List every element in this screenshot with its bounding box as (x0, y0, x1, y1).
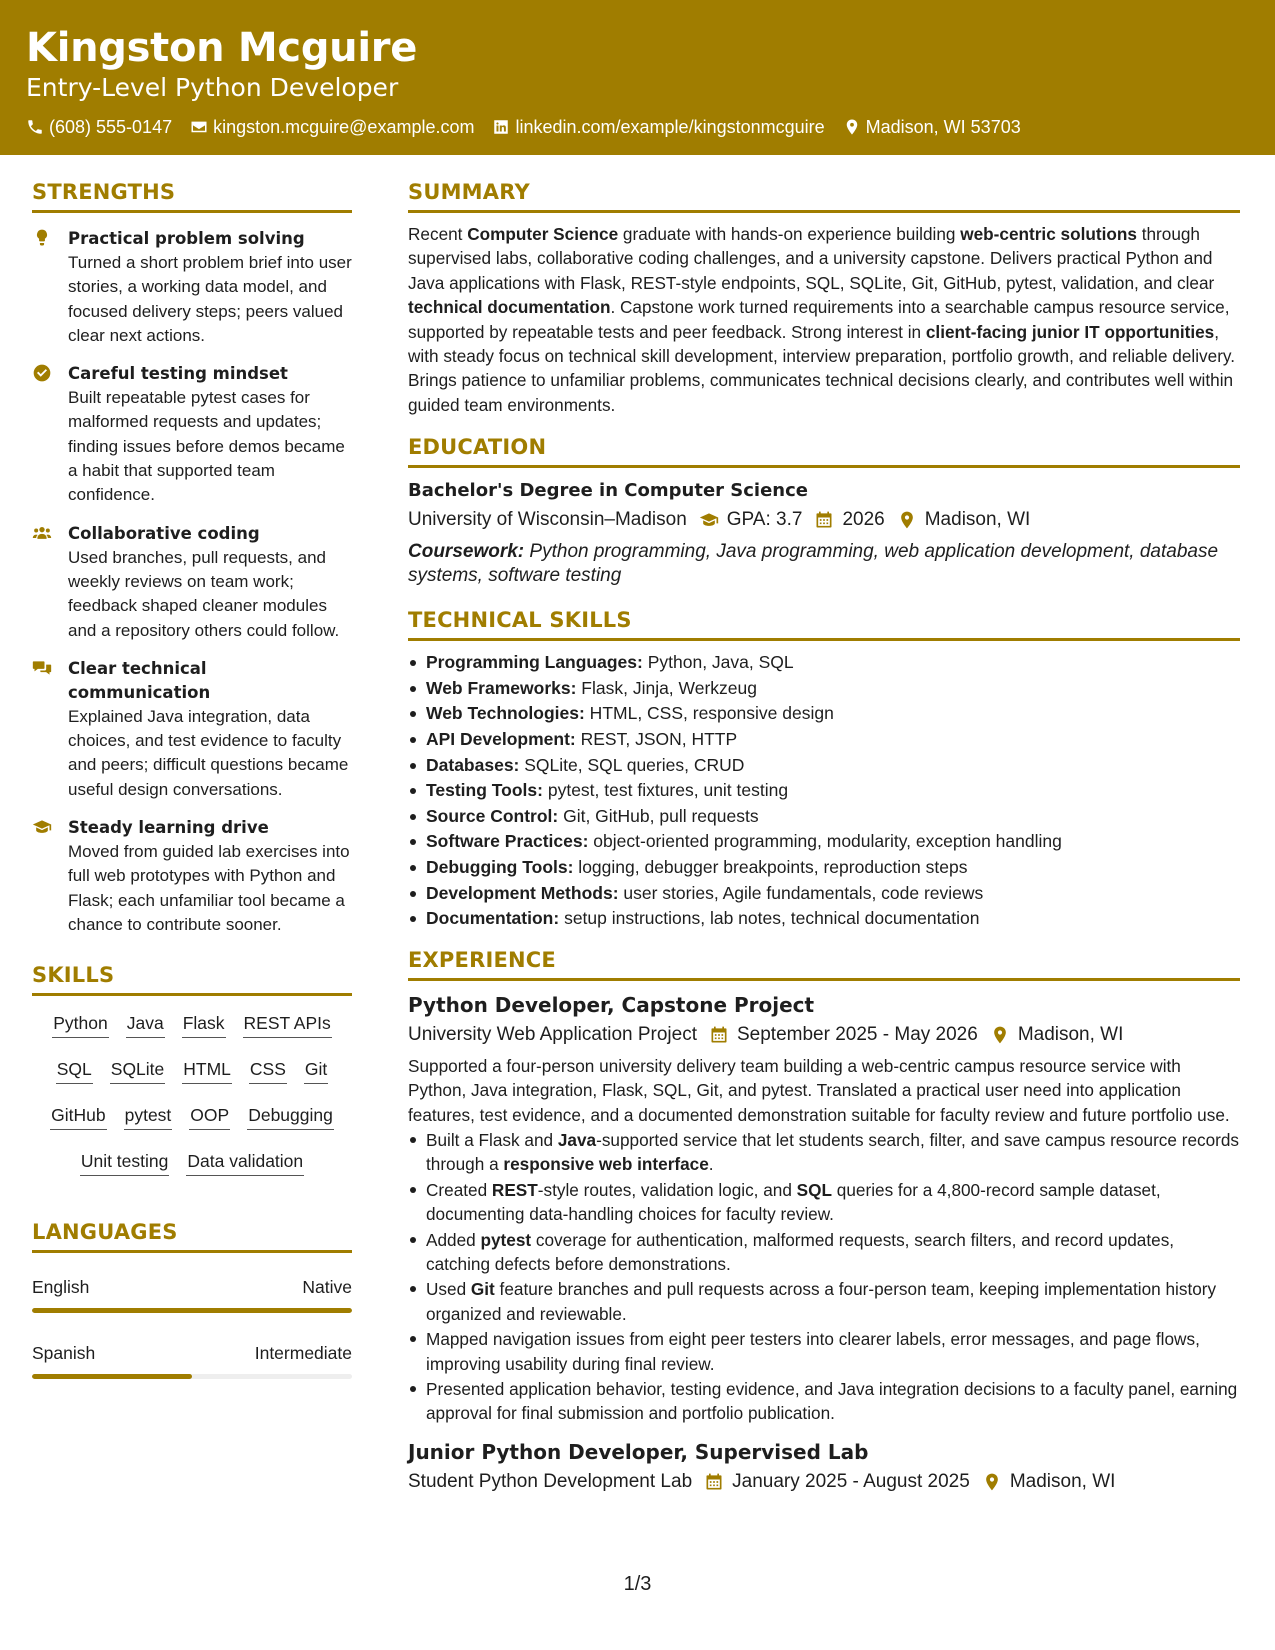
contact-location (843, 116, 1021, 138)
school-location: Madison, WI (924, 509, 1031, 531)
skill-category: Debugging Tools: (426, 857, 574, 877)
skill-category: Software Practices: (426, 831, 589, 852)
job-title: Python Developer, Capstone Project (408, 992, 815, 1017)
users-icon (32, 523, 52, 543)
school-name: University of Wisconsin–Madison (408, 509, 687, 531)
language-level-bar (32, 1308, 352, 1313)
strength-item (32, 816, 352, 937)
strength-title: Practical problem solving (68, 229, 305, 248)
skill-category: Documentation: (426, 908, 560, 929)
language-name: English (32, 1277, 90, 1298)
language-level-bar (32, 1374, 352, 1379)
strength-item (32, 522, 352, 643)
coursework-list: Python programming, Java programming, web application development, database systems, software testing (408, 541, 1219, 587)
skill-tag: Debugging (247, 1100, 334, 1130)
skill-category: Programming Languages: (426, 652, 643, 673)
job-org: University Web Application Project (408, 1023, 697, 1045)
calendar-icon (704, 1472, 724, 1492)
map-pin-icon (982, 1472, 1002, 1492)
job-location: Madison, WI (1009, 1470, 1116, 1492)
skill-tag: Data validation (186, 1146, 304, 1176)
list-item (408, 753, 1240, 779)
contact-linkedin[interactable] (492, 116, 824, 138)
list-item (408, 727, 1240, 753)
job-org: Student Python Development Lab (408, 1470, 693, 1492)
skill-values: logging, debugger breakpoints, reproduction steps (573, 857, 968, 877)
envelope-icon (190, 118, 208, 136)
skill-values: Flask, Jinja, Werkzeug (576, 677, 757, 698)
job-description: Supported a four-person university delivery team building a web-centric campus resource service with Python, Java integration, Flask, SQL, Git, and pytest. Translated a practical user need into application features, test evidence, and a documented demonstration suitable for faculty review and future portfolio use. (408, 1055, 1230, 1125)
calendar-icon (709, 1025, 729, 1045)
candidate-role: Entry-Level Python Developer (26, 73, 399, 102)
list-item (408, 855, 1240, 881)
list-item: Added pytest coverage for authentication, malformed requests, search filters, and record updates, catching defects before demonstrations. (408, 1228, 1240, 1277)
skill-category: API Development: (426, 729, 576, 750)
linkedin-icon (492, 118, 510, 136)
linkedin-link[interactable]: linkedin.com/example/kingstonmcguire (515, 117, 825, 137)
contact-email[interactable] (190, 116, 474, 138)
chat-bubbles-icon (32, 658, 52, 678)
strength-desc: Used branches, pull requests, and weekly reviews on team work; feedback shaped cleaner modules and a repository others could follow. (68, 547, 340, 640)
skill-tag: SQLite (110, 1054, 166, 1084)
phone-text: (608) 555-0147 (49, 117, 173, 137)
experience-heading: EXPERIENCE (408, 946, 1240, 981)
right-column (408, 178, 1240, 1496)
map-pin-icon (897, 510, 917, 530)
job-bullets (408, 1128, 1240, 1426)
skill-tag: Flask (182, 1008, 226, 1038)
calendar-icon (814, 510, 834, 530)
list-item (408, 676, 1240, 702)
skill-values: user stories, Agile fundamentals, code reviews (618, 882, 984, 903)
job-meta (408, 1468, 1240, 1496)
language-name: Spanish (32, 1343, 96, 1364)
strength-item (32, 657, 352, 802)
coursework-label: Coursework: (408, 541, 525, 563)
strength-item (32, 362, 352, 507)
education-heading: EDUCATION (408, 433, 1240, 468)
list-item: Used Git feature branches and pull requests across a four-person team, keeping implementation history organized and reviewable. (408, 1277, 1240, 1326)
technical-skills-heading: TECHNICAL SKILLS (408, 606, 1240, 641)
job-location: Madison, WI (1017, 1023, 1124, 1045)
skill-tag: Java (126, 1008, 165, 1038)
strength-title: Careful testing mindset (68, 364, 288, 384)
list-item: Created REST-style routes, validation logic, and SQL queries for a 4,800-record sample dataset, documenting data-handling choices for faculty review. (408, 1178, 1240, 1227)
skill-tag: Git (304, 1054, 328, 1084)
language-level-fill (32, 1374, 192, 1379)
map-pin-icon (843, 118, 861, 136)
job-dates: January 2025 - August 2025 (732, 1470, 970, 1492)
strength-desc: Built repeatable pytest cases for malformed requests and updates; finding issues before demos became a habit that supported team confidence. (68, 388, 345, 505)
skill-category: Source Control: (426, 805, 559, 826)
skill-tag: Python (52, 1008, 108, 1038)
strength-desc: Moved from guided lab exercises into full web prototypes with Python and Flask; each unfamiliar tool became a chance to contribute sooner. (68, 842, 350, 934)
lightbulb-icon (32, 228, 52, 248)
skill-tag: Unit testing (80, 1146, 170, 1176)
strengths-heading: STRENGTHS (32, 178, 352, 213)
email-link[interactable]: kingston.mcguire@example.com (213, 117, 475, 137)
language-level: Intermediate (254, 1343, 352, 1364)
skill-values: SQLite, SQL queries, CRUD (519, 754, 745, 775)
strength-item (32, 227, 352, 348)
strength-desc: Turned a short problem brief into user stories, a working data model, and focused delivery steps; peers valued clear next actions. (68, 253, 352, 345)
list-item: Built a Flask and Java-supported service that let students search, filter, and save campus resource records through a responsive web interface. (408, 1128, 1240, 1177)
list-item: Mapped navigation issues from eight peer testers into clearer labels, error messages, and page flows, improving usability during final review. (408, 1327, 1240, 1376)
skill-values: Python, Java, SQL (642, 652, 794, 673)
candidate-name: Kingston Mcguire (26, 25, 418, 71)
list-item (408, 804, 1240, 830)
skill-values: object-oriented programming, modularity, exception handling (588, 831, 1062, 852)
skill-values: REST, JSON, HTTP (575, 729, 738, 750)
skills-tag-cloud (32, 1008, 352, 1192)
coursework (408, 540, 1240, 588)
skill-tag: HTML (182, 1054, 232, 1084)
skill-category: Testing Tools: (426, 780, 543, 801)
strength-desc: Explained Java integration, data choices, and test evidence to faculty and peers; difficult questions became useful design conversations. (68, 706, 349, 799)
skills-heading: SKILLS (32, 961, 352, 996)
phone-icon (26, 118, 44, 136)
skill-tag: REST APIs (243, 1008, 332, 1038)
contact-row (26, 116, 1249, 138)
list-item (408, 701, 1240, 727)
job-title: Junior Python Developer, Supervised Lab (408, 1439, 869, 1464)
languages-heading: LANGUAGES (32, 1218, 352, 1253)
summary-text: Recent Computer Science graduate with hands-on experience building web-centric solutions through supervised labs, collaborative coding challenges, and a university capstone. Delivers practical Python and Java applications with Flask, REST-style endpoints, SQL, SQLite, Git, GitHub, pytest, validation, and clear technical documentation. Capstone work turned requirements into a searchable campus resource service, supported by repeatable tests and peer feedback. Strong interest in client-facing junior IT opportunities, with steady focus on technical skill development, interview preparation, portfolio growth, and reliable delivery. Brings patience to unfamiliar problems, communicates technical decisions clearly, and contributes well within guided team environments. (408, 224, 1236, 415)
list-item (408, 650, 1240, 676)
degree-title: Bachelor's Degree in Computer Science (408, 480, 808, 502)
list-item (408, 906, 1240, 932)
page-number: 1/3 (623, 1573, 652, 1595)
skill-category: Web Technologies: (426, 703, 585, 724)
graduation-cap-icon (32, 817, 52, 837)
job-dates: September 2025 - May 2026 (737, 1023, 978, 1045)
list-item (408, 881, 1240, 907)
strength-title: Collaborative coding (68, 523, 260, 543)
map-pin-icon (990, 1025, 1010, 1045)
summary-heading: SUMMARY (408, 178, 1240, 213)
job-meta (408, 1021, 1240, 1049)
strength-title: Steady learning drive (68, 818, 269, 838)
skill-values: setup instructions, lab notes, technical documentation (559, 908, 980, 929)
list-item (408, 829, 1240, 855)
language-level-fill (32, 1308, 352, 1313)
skill-tag: CSS (249, 1054, 287, 1084)
resume-header (0, 0, 1275, 155)
left-column (32, 178, 352, 1379)
skill-category: Databases: (426, 754, 520, 775)
education-meta (408, 506, 1240, 534)
skill-values: pytest, test fixtures, unit testing (542, 780, 789, 801)
skill-category: Web Frameworks: (426, 677, 577, 698)
language-level: Native (302, 1277, 352, 1298)
skill-tag: GitHub (50, 1100, 106, 1130)
check-circle-icon (32, 363, 52, 383)
skill-category: Development Methods: (426, 882, 619, 903)
contact-phone (26, 116, 172, 138)
skill-values: HTML, CSS, responsive design (584, 703, 834, 724)
skill-tag: SQL (56, 1054, 93, 1084)
skill-values: Git, GitHub, pull requests (558, 805, 759, 826)
graduation-cap-icon (699, 510, 719, 530)
language-item (32, 1341, 352, 1379)
language-item (32, 1275, 352, 1313)
location-text: Madison, WI 53703 (865, 117, 1021, 137)
list-item (408, 778, 1240, 804)
skill-tag: pytest (124, 1100, 173, 1130)
graduation-year: 2026 (842, 509, 885, 531)
strength-title: Clear technical communication (68, 658, 211, 702)
skill-tag: OOP (189, 1100, 230, 1130)
gpa-text: GPA: 3.7 (726, 509, 803, 531)
list-item: Presented application behavior, testing evidence, and Java integration decisions to a faculty panel, earning approval for final submission and portfolio publication. (408, 1377, 1240, 1426)
technical-skills-list (408, 650, 1240, 932)
